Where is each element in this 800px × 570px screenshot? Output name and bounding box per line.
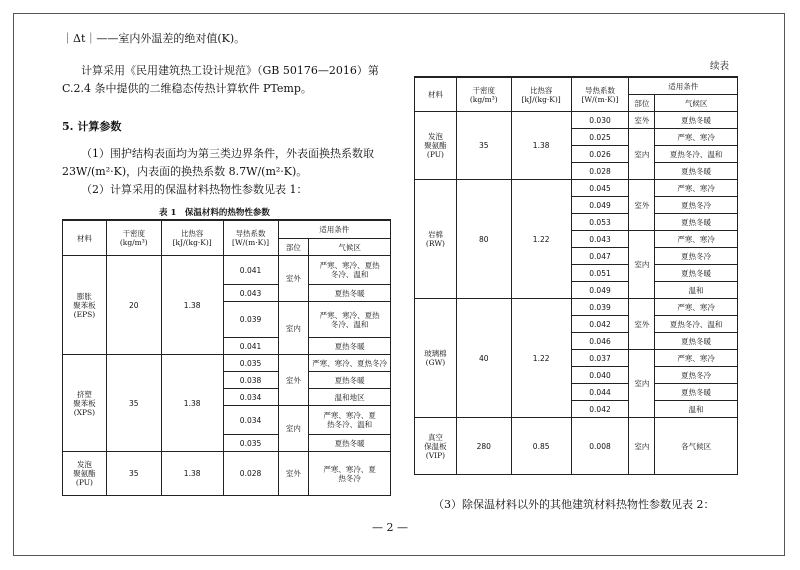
calc-paragraph-line-2: C.2.4 条中提供的二维稳态传热计算软件 PTemp。 bbox=[62, 82, 312, 95]
conductivity-cell: 0.046 bbox=[571, 333, 629, 350]
header-conductivity: 导热系数 [W/(m·K)] bbox=[223, 221, 278, 256]
calc-paragraph-line-1: 计算采用《民用建筑热工设计规范》（GB 50176—2016）第 bbox=[81, 64, 379, 77]
header-conditions: 适用条件 bbox=[629, 78, 738, 95]
header-conditions: 适用条件 bbox=[278, 221, 391, 239]
material-cell: 岩棉 (RW) bbox=[415, 180, 457, 299]
location-cell: 室外 bbox=[278, 256, 309, 302]
climate-cell: 严寒、寒冷、夏热 冬冷、温和 bbox=[309, 256, 391, 285]
table-row bbox=[415, 112, 738, 129]
heat-capacity-cell: 0.85 bbox=[511, 418, 571, 475]
conductivity-cell: 0.043 bbox=[571, 231, 629, 248]
density-cell: 20 bbox=[106, 256, 161, 355]
conductivity-cell: 0.043 bbox=[223, 285, 278, 302]
climate-cell: 夏热冬暖 bbox=[309, 285, 391, 302]
location-cell: 室外 bbox=[278, 452, 309, 496]
heat-capacity-cell: 1.38 bbox=[161, 452, 223, 496]
climate-cell: 夏热冬暖 bbox=[655, 163, 738, 180]
location-cell: 室内 bbox=[629, 129, 655, 180]
header-density: 干密度 (kg/m³) bbox=[456, 78, 511, 112]
climate-cell: 严寒、寒冷、夏热 冬冷、温和 bbox=[309, 302, 391, 338]
header-material: 材料 bbox=[415, 78, 457, 112]
material-cell: 真空 保温板 (VIP) bbox=[415, 418, 457, 475]
heat-capacity-cell: 1.38 bbox=[161, 355, 223, 452]
table-row bbox=[415, 180, 738, 197]
conductivity-cell: 0.049 bbox=[571, 282, 629, 299]
density-cell: 35 bbox=[106, 452, 161, 496]
climate-cell: 夏热冬暖 bbox=[309, 435, 391, 452]
conductivity-cell: 0.049 bbox=[571, 197, 629, 214]
location-cell: 室内 bbox=[278, 302, 309, 355]
conductivity-cell: 0.035 bbox=[223, 355, 278, 372]
climate-cell: 严寒、寒冷 bbox=[655, 350, 738, 367]
conductivity-cell: 0.039 bbox=[571, 299, 629, 316]
climate-cell: 严寒、寒冷 bbox=[655, 299, 738, 316]
heat-capacity-cell: 1.38 bbox=[511, 112, 571, 180]
heat-capacity-cell: 1.38 bbox=[161, 256, 223, 355]
location-cell: 室内 bbox=[629, 350, 655, 418]
location-cell: 室内 bbox=[629, 231, 655, 299]
location-cell: 室外 bbox=[629, 180, 655, 231]
climate-cell: 夏热冬暖 bbox=[655, 384, 738, 401]
conductivity-cell: 0.026 bbox=[571, 146, 629, 163]
location-cell: 室外 bbox=[629, 112, 655, 129]
density-cell: 35 bbox=[106, 355, 161, 452]
table-row bbox=[63, 355, 391, 372]
conductivity-cell: 0.008 bbox=[571, 418, 629, 475]
header-material: 材料 bbox=[63, 221, 107, 256]
table-row bbox=[63, 452, 391, 496]
page-number: — 2 — bbox=[372, 521, 408, 534]
climate-cell: 夏热冬冷、温和 bbox=[655, 146, 738, 163]
item-1-line-2: 23W/(m²·K)，内表面的换热系数 8.7W/(m²·K)。 bbox=[62, 165, 308, 178]
conductivity-cell: 0.038 bbox=[223, 372, 278, 389]
climate-cell: 夏热冬暖 bbox=[655, 265, 738, 282]
climate-cell: 严寒、寒冷、夏热冬冷 bbox=[309, 355, 391, 372]
table-1-caption: 表 1 保温材料的热物性参数 bbox=[159, 208, 270, 218]
material-cell: 膨胀 聚苯板 (EPS) bbox=[63, 256, 107, 355]
climate-cell: 夏热冬暖 bbox=[655, 333, 738, 350]
table-1 bbox=[62, 220, 391, 496]
conductivity-cell: 0.034 bbox=[223, 389, 278, 406]
climate-cell: 夏热冬暖 bbox=[309, 338, 391, 355]
item-3-text: （3）除保温材料以外的其他建筑材料热物性参数见表 2： bbox=[433, 498, 715, 511]
conductivity-cell: 0.025 bbox=[571, 129, 629, 146]
header-heat-capacity: 比热容 [kJ/(kg·K)] bbox=[161, 221, 223, 256]
conductivity-cell: 0.030 bbox=[571, 112, 629, 129]
table-row bbox=[415, 418, 738, 475]
conductivity-cell: 0.041 bbox=[223, 256, 278, 285]
header-location: 部位 bbox=[629, 95, 655, 112]
table-row bbox=[63, 256, 391, 285]
conductivity-cell: 0.042 bbox=[571, 316, 629, 333]
conductivity-cell: 0.047 bbox=[571, 248, 629, 265]
material-cell: 发泡 聚氨酯 (PU) bbox=[63, 452, 107, 496]
climate-cell: 夏热冬暖 bbox=[655, 214, 738, 231]
continued-label: 续表 bbox=[710, 61, 730, 72]
conductivity-cell: 0.028 bbox=[223, 452, 278, 496]
density-cell: 280 bbox=[456, 418, 511, 475]
density-cell: 80 bbox=[456, 180, 511, 299]
climate-cell: 严寒、寒冷、夏 热冬冷 bbox=[309, 452, 391, 496]
material-cell: 玻璃棉 (GW) bbox=[415, 299, 457, 418]
conductivity-cell: 0.028 bbox=[571, 163, 629, 180]
heat-capacity-cell: 1.22 bbox=[511, 299, 571, 418]
conductivity-cell: 0.037 bbox=[571, 350, 629, 367]
header-location: 部位 bbox=[278, 239, 309, 256]
climate-cell: 严寒、寒冷 bbox=[655, 231, 738, 248]
header-conductivity: 导热系数 [W/(m·K)] bbox=[571, 78, 629, 112]
conductivity-cell: 0.042 bbox=[571, 401, 629, 418]
section-heading: 5. 计算参数 bbox=[62, 120, 122, 133]
table-row bbox=[415, 299, 738, 316]
table-continued bbox=[414, 77, 738, 475]
climate-cell: 温和地区 bbox=[309, 389, 391, 406]
conductivity-cell: 0.045 bbox=[571, 180, 629, 197]
header-climate: 气候区 bbox=[309, 239, 391, 256]
header-density: 干密度 (kg/m³) bbox=[106, 221, 161, 256]
heat-capacity-cell: 1.22 bbox=[511, 180, 571, 299]
climate-cell: 严寒、寒冷 bbox=[655, 180, 738, 197]
climate-cell: 温和 bbox=[655, 401, 738, 418]
climate-cell: 温和 bbox=[655, 282, 738, 299]
climate-cell: 夏热冬暖 bbox=[309, 372, 391, 389]
climate-cell: 夏热冬暖 bbox=[655, 112, 738, 129]
material-cell: 挤塑 聚苯板 (XPS) bbox=[63, 355, 107, 452]
climate-cell: 严寒、寒冷、夏 热冬冷、温和 bbox=[309, 406, 391, 435]
conductivity-cell: 0.051 bbox=[571, 265, 629, 282]
location-cell: 室外 bbox=[629, 299, 655, 350]
conductivity-cell: 0.044 bbox=[571, 384, 629, 401]
conductivity-cell: 0.039 bbox=[223, 302, 278, 338]
climate-cell: 夏热冬冷 bbox=[655, 367, 738, 384]
climate-cell: 夏热冬冷 bbox=[655, 197, 738, 214]
header-climate: 气候区 bbox=[655, 95, 738, 112]
climate-cell: 严寒、寒冷 bbox=[655, 129, 738, 146]
climate-cell: 夏热冬冷 bbox=[655, 248, 738, 265]
conductivity-cell: 0.040 bbox=[571, 367, 629, 384]
item-2-text: （2）计算采用的保温材料热物性参数见表 1： bbox=[81, 183, 308, 196]
conductivity-cell: 0.035 bbox=[223, 435, 278, 452]
climate-cell: 夏热冬冷、温和 bbox=[655, 316, 738, 333]
density-cell: 35 bbox=[456, 112, 511, 180]
density-cell: 40 bbox=[456, 299, 511, 418]
header-heat-capacity: 比热容 [kJ/(kg·K)] bbox=[511, 78, 571, 112]
location-cell: 室内 bbox=[629, 418, 655, 475]
conductivity-cell: 0.041 bbox=[223, 338, 278, 355]
delta-t-definition: ｜Δt｜——室内外温差的绝对值(K)。 bbox=[62, 32, 246, 45]
conductivity-cell: 0.053 bbox=[571, 214, 629, 231]
material-cell: 发泡 聚氨酯 (PU) bbox=[415, 112, 457, 180]
climate-cell: 各气候区 bbox=[655, 418, 738, 475]
location-cell: 室内 bbox=[278, 406, 309, 452]
item-1-line-1: （1）围护结构表面均为第三类边界条件，外表面换热系数取 bbox=[81, 147, 374, 160]
conductivity-cell: 0.034 bbox=[223, 406, 278, 435]
location-cell: 室外 bbox=[278, 355, 309, 406]
